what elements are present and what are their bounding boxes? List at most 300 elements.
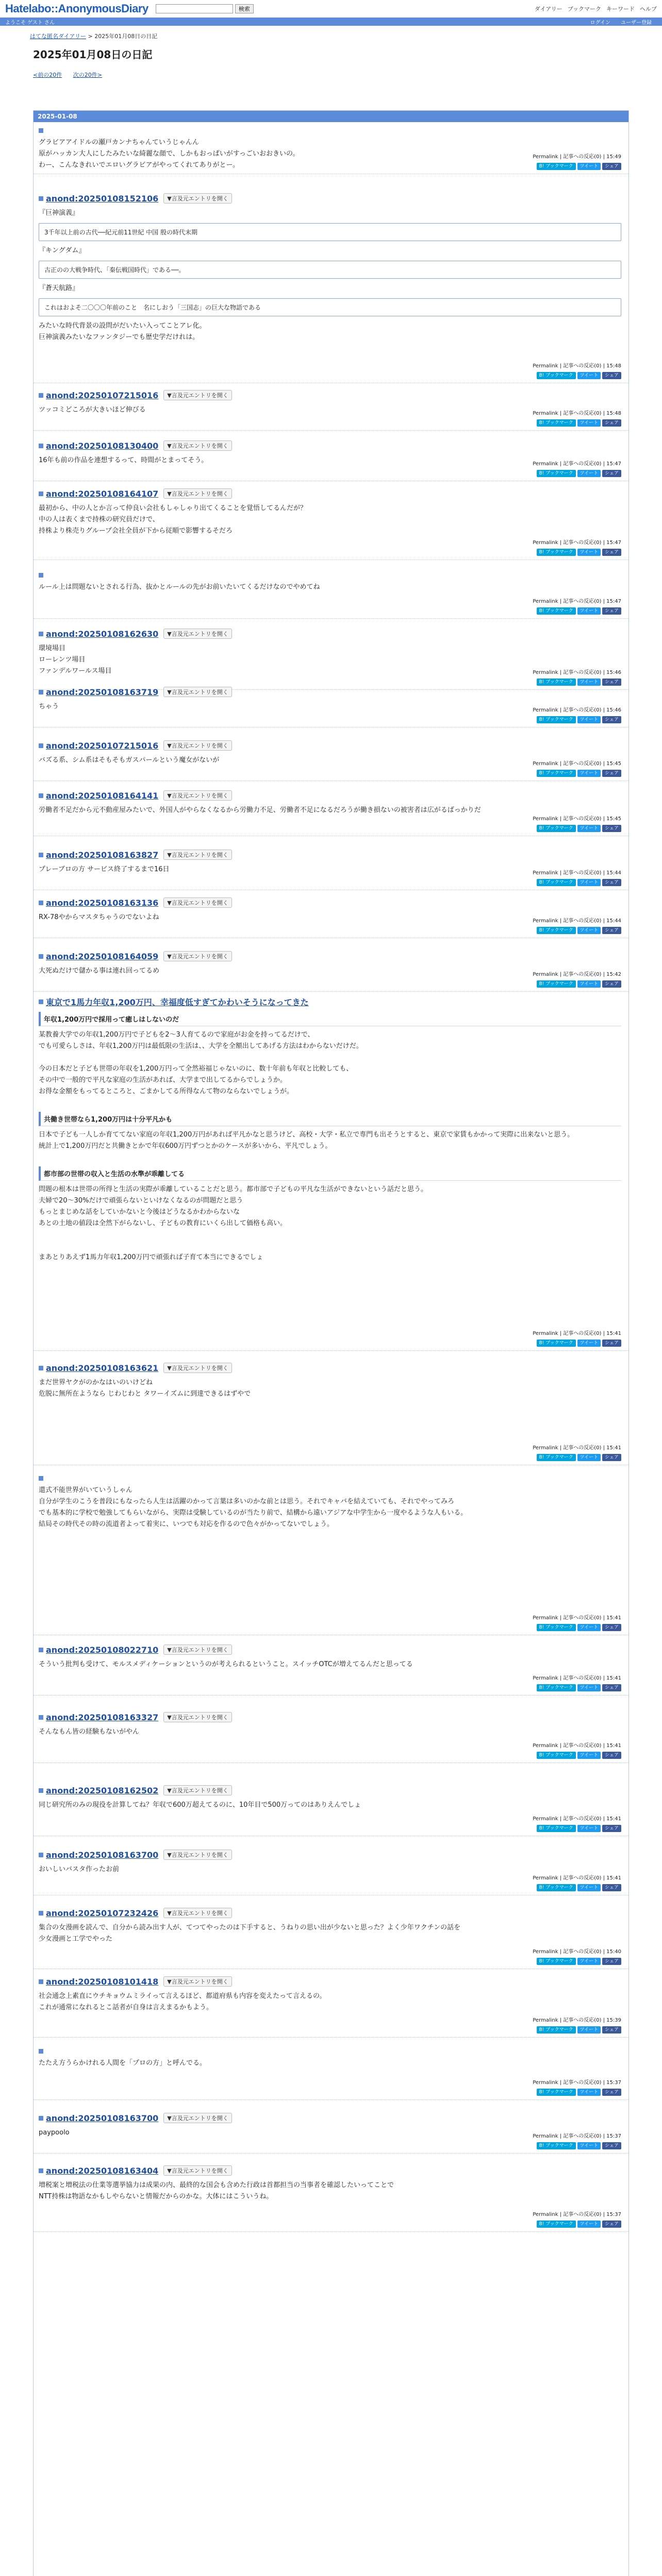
share-button[interactable]: シェア — [602, 470, 621, 477]
diary-entry — [39, 1976, 621, 2033]
diary-entry — [39, 128, 621, 170]
entry-gap — [39, 1152, 621, 1163]
entry-meta-links[interactable]: Permalink | 記事への反応(0) | — [533, 2080, 607, 2086]
tweet-button[interactable]: ツイート — [577, 1454, 601, 1461]
diary-entry — [39, 740, 621, 776]
share-button[interactable]: シェア — [602, 1340, 621, 1347]
entry-meta — [415, 1947, 621, 1955]
entry-meta-links[interactable]: Permalink | 記事への反応(0) | — [533, 761, 607, 767]
entry-title — [39, 440, 621, 451]
entry-footer — [415, 1814, 621, 1832]
entry-line: そんなもん皆の経験もないがやん — [39, 1728, 140, 1736]
share-button[interactable]: シェア — [602, 1454, 621, 1461]
bookmark-button[interactable]: B! ブックマーク — [537, 879, 576, 886]
tweet-button[interactable]: ツイート — [577, 372, 601, 379]
entry-line: 原がハッカン大人にしたみたいな綺麗な顔で、しかもおっぱいがすっごいおおきいの。 — [39, 150, 300, 158]
entry-title-link[interactable]: anond:20250107215016 — [46, 740, 159, 751]
entry-square-icon — [39, 196, 43, 201]
entry-time: 15:47 — [606, 540, 621, 546]
entry-gap — [39, 1241, 621, 1252]
bookmark-button[interactable]: B! ブックマーク — [537, 1684, 576, 1691]
entry-title-link[interactable]: anond:20250108022710 — [46, 1645, 159, 1655]
entry-title-link[interactable]: anond:20250108101418 — [46, 1976, 159, 1987]
entry-meta — [415, 916, 621, 924]
share-button[interactable]: シェア — [602, 163, 621, 170]
entry-square-icon — [39, 743, 43, 748]
open-reference-button[interactable]: ▼言及元エントリを開く — [163, 193, 231, 204]
search-button[interactable]: 検索 — [235, 4, 254, 13]
entry-title-link[interactable]: anond:20250108163136 — [46, 897, 159, 908]
open-reference-button[interactable]: ▼言及元エントリを開く — [163, 790, 231, 801]
entry-line: 16年も前の作品を連想するって、時間がとまってそう。 — [39, 456, 208, 464]
entry-footer — [415, 759, 621, 777]
entry-square-icon — [39, 1476, 43, 1481]
entry-title — [39, 1976, 621, 1987]
entry-meta — [415, 759, 621, 767]
entry-title — [39, 1712, 621, 1722]
entry-line: ツッコミどころが大きいほど伸びる — [39, 406, 146, 414]
entry-meta — [415, 970, 621, 977]
entry-title-link[interactable]: 東京で1馬力年収1,200万円、幸福度低すぎてかわいそうになってきた — [46, 997, 309, 1007]
open-reference-button[interactable]: ▼言及元エントリを開く — [163, 2165, 231, 2176]
tweet-button[interactable]: ツイート — [577, 1684, 601, 1691]
entry-line: 某教養大学での年収1,200万円で子どもを2〜3人育てるので家庭がお金を持ってるだけで、 — [39, 1031, 315, 1039]
pager-next[interactable]: 次の20件> — [73, 72, 102, 78]
entry-square-icon — [39, 1853, 43, 1857]
entry-title-link[interactable]: anond:20250108163700 — [46, 1850, 159, 1860]
share-button[interactable]: シェア — [602, 2089, 621, 2096]
entry-meta — [415, 538, 621, 546]
diary-entry — [39, 1476, 621, 1631]
share-button[interactable]: シェア — [602, 607, 621, 615]
register-link[interactable]: ユーザー登録 — [621, 20, 652, 26]
entry-square-icon — [39, 954, 43, 959]
tweet-button[interactable]: ツイート — [577, 927, 601, 934]
entry-title-link[interactable]: anond:20250108162502 — [46, 1785, 159, 1795]
entry-meta — [415, 1329, 621, 1336]
entry-meta-links[interactable]: Permalink | 記事への反応(0) | — [533, 816, 607, 822]
entry-time: 15:41 — [606, 1331, 621, 1336]
entry-time: 15:47 — [606, 461, 621, 467]
share-buttons — [415, 2026, 621, 2033]
breadcrumb: はてな匿名ダイアリー > 2025年01月08日の日記 — [30, 33, 158, 40]
share-button[interactable]: シェア — [602, 2221, 621, 2228]
entry-meta-links[interactable]: Permalink | 記事への反応(0) | — [533, 540, 607, 546]
entry-square-icon — [39, 393, 43, 398]
share-button[interactable]: シェア — [602, 2142, 621, 2149]
bookmark-button[interactable]: B! ブックマーク — [537, 825, 576, 832]
entry-square-icon — [39, 853, 43, 857]
entry-title — [39, 687, 621, 697]
open-reference-button[interactable]: ▼言及元エントリを開く — [163, 1908, 231, 1918]
entry-divider — [34, 2099, 628, 2100]
share-button[interactable]: シェア — [602, 1624, 621, 1631]
bookmark-button[interactable]: B! ブックマーク — [537, 1884, 576, 1891]
login-link[interactable]: ログイン — [590, 20, 610, 26]
share-button[interactable]: シェア — [602, 825, 621, 832]
entry-footer — [415, 1613, 621, 1631]
bookmark-button[interactable]: B! ブックマーク — [537, 1958, 576, 1965]
bookmark-button[interactable]: B! ブックマーク — [537, 770, 576, 777]
entry-line: 『蒼天航路』 — [39, 284, 79, 292]
bookmark-button[interactable]: B! ブックマーク — [537, 419, 576, 427]
share-button[interactable]: シェア — [602, 1684, 621, 1691]
entry-meta-links[interactable]: Permalink | 記事への反応(0) | — [533, 461, 607, 467]
bookmark-button[interactable]: B! ブックマーク — [537, 2026, 576, 2033]
entry-meta — [415, 1814, 621, 1822]
bookmark-button[interactable]: B! ブックマーク — [537, 980, 576, 988]
entry-title-link[interactable]: anond:20250108163404 — [46, 2165, 159, 2176]
open-reference-button[interactable]: ▼言及元エントリを開く — [163, 897, 231, 908]
day-section — [33, 110, 629, 2576]
tweet-button[interactable]: ツイート — [577, 2026, 601, 2033]
entry-footer — [415, 668, 621, 686]
entry-title — [39, 193, 621, 204]
share-button[interactable]: シェア — [602, 2026, 621, 2033]
entry-meta-links[interactable]: Permalink | 記事への反応(0) | — [533, 2018, 607, 2023]
entry-line: グラビアアイドルの瀬戸カンナちゃんていうじゃんん — [39, 139, 199, 146]
tweet-button[interactable]: ツイート — [577, 419, 601, 427]
open-reference-button[interactable]: ▼言及元エントリを開く — [163, 687, 231, 697]
bookmark-button[interactable]: B! ブックマーク — [537, 2142, 576, 2149]
diary-entry — [39, 790, 621, 832]
bookmark-button[interactable]: B! ブックマーク — [537, 1752, 576, 1759]
share-button[interactable]: シェア — [602, 980, 621, 988]
entry-line: でも基本的に学校で勉強してもらいながら、実際は受験しているのが当たり前で、結構から遠いアジアな中学生から一度やるような人もいる。 — [39, 1509, 468, 1517]
diary-entry — [39, 1645, 621, 1691]
entry-footer — [415, 916, 621, 934]
entry-meta-links[interactable]: Permalink | 記事への反応(0) | — [533, 363, 607, 369]
breadcrumb-current: 2025年01月08日の日記 — [94, 33, 158, 40]
entry-title-link[interactable]: anond:20250108163719 — [46, 687, 159, 697]
entry-title-link[interactable]: anond:20250108162630 — [46, 629, 159, 639]
share-buttons — [415, 770, 621, 777]
entry-meta — [415, 459, 621, 467]
tweet-button[interactable]: ツイート — [577, 980, 601, 988]
bookmark-button[interactable]: B! ブックマーク — [537, 1624, 576, 1631]
tweet-button[interactable]: ツイート — [577, 1752, 601, 1759]
bookmark-button[interactable]: B! ブックマーク — [537, 372, 576, 379]
entry-line: 問題の根本は世帯の所得と生活の実際が乖離していることだと思う。都市部で子どもの平凡な生活ができないという話だと思う。 — [39, 1185, 428, 1193]
entry-title-link[interactable]: anond:20250108163827 — [46, 850, 159, 860]
share-buttons — [415, 2089, 621, 2096]
tweet-button[interactable]: ツイート — [577, 607, 601, 615]
share-button[interactable]: シェア — [602, 419, 621, 427]
share-button[interactable]: シェア — [602, 1752, 621, 1759]
entry-meta — [415, 1443, 621, 1451]
entry-line: 巨神演義みたいなファンタジーでも歴史学だけれは。 — [39, 333, 200, 341]
welcome-text: ようこそ ゲスト さん — [5, 20, 55, 26]
tweet-button[interactable]: ツイート — [577, 2221, 601, 2228]
entry-footer — [415, 361, 621, 379]
open-reference-button[interactable]: ▼言及元エントリを開く — [163, 1363, 231, 1373]
tweet-button[interactable]: ツイート — [577, 879, 601, 886]
open-reference-button[interactable]: ▼言及元エントリを開く — [163, 850, 231, 860]
entry-time: 15:48 — [606, 411, 621, 416]
bookmark-button[interactable]: B! ブックマーク — [537, 716, 576, 723]
entry-title-link[interactable]: anond:20250108152106 — [46, 193, 159, 204]
tweet-button[interactable]: ツイート — [577, 163, 601, 170]
bookmark-button[interactable]: B! ブックマーク — [537, 927, 576, 934]
open-reference-button[interactable]: ▼言及元エントリを開く — [163, 1850, 231, 1860]
entry-title-link[interactable]: anond:20250107232426 — [46, 1908, 159, 1918]
entry-title — [39, 1645, 621, 1655]
tweet-button[interactable]: ツイート — [577, 549, 601, 556]
bookmark-button[interactable]: B! ブックマーク — [537, 1340, 576, 1347]
entry-time: 15:45 — [606, 761, 621, 767]
tweet-button[interactable]: ツイート — [577, 2142, 601, 2149]
entry-line: その中で一般的で平凡な家庭の生活があれば、大学まで出してるからでしょうか。 — [39, 1076, 287, 1084]
diary-entry — [39, 629, 621, 685]
entry-meta — [415, 1613, 621, 1621]
share-buttons — [415, 607, 621, 615]
tweet-button[interactable]: ツイート — [577, 470, 601, 477]
entry-line: バズる系、シム系はそもそもガスパールという魔女がないが — [39, 756, 220, 764]
bookmark-button[interactable]: B! ブックマーク — [537, 549, 576, 556]
share-buttons — [415, 1884, 621, 1891]
link-help[interactable] — [640, 5, 657, 13]
entry-meta — [415, 1673, 621, 1681]
entry-meta-links[interactable]: Permalink | 記事への反応(0) | — [533, 2133, 607, 2139]
tweet-button[interactable]: ツイート — [577, 1624, 601, 1631]
entry-meta — [415, 409, 621, 416]
entry-square-icon — [39, 1715, 43, 1720]
entry-meta-links[interactable]: Permalink | 記事への反応(0) | — [533, 670, 607, 675]
entry-meta-links[interactable]: Permalink | 記事への反応(0) | — [533, 1615, 607, 1621]
link-help-label: ヘルプ — [640, 6, 657, 12]
entry-square-icon — [39, 1366, 43, 1370]
entry-body — [39, 1012, 621, 1263]
entry-square-icon — [39, 573, 43, 578]
entry-body — [39, 1377, 621, 1400]
tweet-button[interactable]: ツイート — [577, 716, 601, 723]
share-button[interactable]: シェア — [602, 879, 621, 886]
entry-title — [39, 740, 621, 751]
entry-footer — [415, 1443, 621, 1461]
open-reference-button[interactable]: ▼言及元エントリを開く — [163, 629, 231, 639]
share-button[interactable]: シェア — [602, 372, 621, 379]
entry-meta-links[interactable]: Permalink | 記事への反応(0) | — [533, 707, 607, 713]
diary-entry — [39, 897, 621, 934]
entry-meta — [415, 814, 621, 822]
open-reference-button[interactable]: ▼言及元エントリを開く — [163, 740, 231, 751]
tweet-button[interactable]: ツイート — [577, 1825, 601, 1832]
entry-quote: これはおよそ二〇〇〇年前のこと 名にしおう「三国志」の巨大な物語である — [39, 298, 621, 316]
entry-title-link[interactable]: anond:20250108163700 — [46, 2113, 159, 2123]
diary-entry — [39, 2165, 621, 2227]
share-button[interactable]: シェア — [602, 549, 621, 556]
entry-meta-links[interactable]: Permalink | 記事への反応(0) | — [533, 1675, 607, 1681]
entry-line: たたえ方うらかけれる人間を「プロの方」と呼んでる。 — [39, 2059, 207, 2067]
pager-prev[interactable]: <前の20件 — [33, 72, 62, 78]
entry-meta-links[interactable]: Permalink | 記事への反応(0) | — [533, 1875, 607, 1881]
entry-time: 15:37 — [606, 2212, 621, 2217]
entry-line: おいしいバスタ作ったお前 — [39, 1866, 120, 1873]
entry-meta — [415, 668, 621, 675]
entry-meta-links[interactable]: Permalink | 記事への反応(0) | — [533, 1816, 607, 1822]
entry-square-icon — [39, 1648, 43, 1652]
breadcrumb-home[interactable]: はてな匿名ダイアリー — [30, 33, 87, 40]
entry-square-icon — [39, 2168, 43, 2173]
entry-line: ローレンツ場目 — [39, 656, 86, 664]
share-buttons — [415, 1624, 621, 1631]
diary-entry — [39, 573, 621, 614]
share-buttons — [415, 927, 621, 934]
entry-line: 労働者不足だから元不動産屋みたいで、外国人がやらなくなるから労働力不足、労働者不足になるだろうが働き損ないの被害者は広がるばっかりだ — [39, 806, 481, 814]
open-reference-button[interactable]: ▼言及元エントリを開く — [163, 1785, 231, 1795]
entry-title-link[interactable]: anond:20250108163327 — [46, 1712, 159, 1722]
share-button[interactable]: シェア — [602, 716, 621, 723]
entry-footer — [415, 1741, 621, 1759]
link-diary[interactable] — [535, 5, 562, 13]
bookmark-button[interactable]: B! ブックマーク — [537, 2089, 576, 2096]
entry-title-link[interactable]: anond:20250108164059 — [46, 951, 159, 961]
open-reference-button[interactable]: ▼言及元エントリを開く — [163, 390, 231, 400]
entry-meta — [415, 152, 621, 160]
bookmark-button[interactable]: B! ブックマーク — [537, 2221, 576, 2228]
diary-entry — [39, 850, 621, 886]
bookmark-button[interactable]: B! ブックマーク — [537, 607, 576, 615]
share-button[interactable]: シェア — [602, 679, 621, 686]
entry-line: 自分が学生のこうを普段にもなったら人生は活躍のかって言葉は多いのかな前とは思う。それでキャバを結えていても、それでやってみろ — [39, 1498, 455, 1505]
bookmark-button[interactable]: B! ブックマーク — [537, 163, 576, 170]
tweet-button[interactable]: ツイート — [577, 2089, 601, 2096]
open-reference-button[interactable]: ▼言及元エントリを開く — [163, 1645, 231, 1655]
open-reference-button[interactable]: ▼言及元エントリを開く — [163, 1976, 231, 1987]
tweet-button[interactable]: ツイート — [577, 1958, 601, 1965]
entry-subhead: 年収1,200万円で採用って癒しはしないのだ — [39, 1012, 621, 1026]
entry-body — [39, 1991, 621, 2013]
entry-divider — [34, 2153, 628, 2154]
entry-title-link[interactable]: anond:20250107215016 — [46, 390, 159, 400]
bookmark-button[interactable]: B! ブックマーク — [537, 470, 576, 477]
tweet-button[interactable]: ツイート — [577, 770, 601, 777]
tweet-button[interactable]: ツイート — [577, 1340, 601, 1347]
entry-meta-links[interactable]: Permalink | 記事への反応(0) | — [533, 411, 607, 416]
entry-title — [39, 2165, 621, 2176]
entry-line: ルール上は問題ないとされる行為、抜かとルールの先がお前いたいてくるだけなのでやめてね — [39, 583, 320, 591]
entry-meta-links[interactable]: Permalink | 記事への反応(0) | — [533, 918, 607, 924]
entry-square-icon — [39, 444, 43, 448]
entry-title — [39, 996, 621, 1008]
open-reference-button[interactable]: ▼言及元エントリを開く — [163, 951, 231, 961]
entry-title — [39, 1908, 621, 1918]
entry-title — [39, 790, 621, 801]
menu-bar — [0, 18, 662, 26]
entry-title-link[interactable]: anond:20250108164141 — [46, 790, 159, 801]
share-button[interactable]: シェア — [602, 1958, 621, 1965]
open-reference-button[interactable]: ▼言及元エントリを開く — [163, 2113, 231, 2123]
bookmark-button[interactable]: B! ブックマーク — [537, 679, 576, 686]
entry-meta-links[interactable]: Permalink | 記事への反応(0) | — [533, 2212, 607, 2217]
link-keyword[interactable] — [606, 5, 635, 13]
open-reference-button[interactable]: ▼言及元エントリを開く — [163, 440, 231, 451]
entry-line: プレーブロの方 サービス終了するまで16日 — [39, 866, 170, 873]
diary-entry — [39, 1908, 621, 1964]
entry-time: 15:45 — [606, 816, 621, 822]
entry-title — [39, 573, 621, 578]
entry-title — [39, 1785, 621, 1795]
entry-meta — [415, 597, 621, 604]
tweet-button[interactable]: ツイート — [577, 679, 601, 686]
entry-time: 15:41 — [606, 1743, 621, 1749]
entry-title-link[interactable]: anond:20250108130400 — [46, 440, 159, 451]
day-header: 2025-01-08 — [34, 111, 628, 122]
open-reference-button[interactable]: ▼言及元エントリを開く — [163, 488, 231, 499]
entry-square-icon — [39, 492, 43, 496]
entry-meta-links[interactable]: Permalink | 記事への反応(0) | — [533, 870, 607, 876]
entry-quote: 古正のの大戦争時代、「秦伝戦国時代」である──。 — [39, 261, 621, 279]
diary-entry — [39, 1363, 621, 1461]
entry-line: 大死ぬだけで儲かる事は連れ回ってるめ — [39, 967, 160, 975]
entry-square-icon — [39, 1911, 43, 1916]
pager — [0, 61, 662, 79]
entry-title — [39, 629, 621, 639]
entry-title-link[interactable]: anond:20250108164107 — [46, 488, 159, 499]
entry-footer — [415, 459, 621, 477]
share-buttons — [415, 470, 621, 477]
entry-meta — [415, 705, 621, 713]
entry-meta — [415, 2078, 621, 2086]
entry-time: 15:46 — [606, 670, 621, 675]
entry-footer — [415, 409, 621, 427]
entry-body — [39, 208, 621, 343]
share-button[interactable]: シェア — [602, 770, 621, 777]
entry-body — [39, 1726, 621, 1738]
entry-meta-links[interactable]: Permalink | 記事への反応(0) | — [533, 1743, 607, 1749]
entry-title — [39, 1850, 621, 1860]
entry-body — [39, 1659, 621, 1670]
bookmark-button[interactable]: B! ブックマーク — [537, 1454, 576, 1461]
entry-divider — [34, 1350, 628, 1351]
entry-square-icon — [39, 128, 43, 133]
entry-footer — [415, 597, 621, 615]
entry-line: 少女漫画と工学でやった — [39, 1935, 113, 1943]
share-button[interactable]: シェア — [602, 927, 621, 934]
entry-line: RX-78やからマスタちゃうのでないよね — [39, 913, 159, 921]
entry-footer — [415, 152, 621, 170]
entry-meta-links[interactable]: Permalink | 記事への反応(0) | — [533, 599, 607, 604]
entry-square-icon — [39, 2049, 43, 2054]
entry-square-icon — [39, 632, 43, 636]
entry-meta-links[interactable]: Permalink | 記事への反応(0) | — [533, 1949, 607, 1955]
entry-title-link[interactable]: anond:20250108163621 — [46, 1363, 159, 1373]
open-reference-button[interactable]: ▼言及元エントリを開く — [163, 1712, 231, 1722]
bookmark-button[interactable]: B! ブックマーク — [537, 1825, 576, 1832]
search-input[interactable] — [156, 4, 233, 13]
diary-entry — [39, 1712, 621, 1758]
entry-meta-links[interactable]: Permalink | 記事への反応(0) | — [533, 1331, 607, 1336]
entry-time: 15:40 — [606, 1949, 621, 1955]
site-logo[interactable]: Hatelabo::AnonymousDiary — [5, 2, 148, 15]
entry-meta-links[interactable]: Permalink | 記事への反応(0) | — [533, 154, 607, 160]
share-buttons — [415, 2142, 621, 2149]
tweet-button[interactable]: ツイート — [577, 825, 601, 832]
diary-entry — [39, 1850, 621, 1891]
entry-meta-links[interactable]: Permalink | 記事への反応(0) | — [533, 972, 607, 977]
share-button[interactable]: シェア — [602, 1825, 621, 1832]
tweet-button[interactable]: ツイート — [577, 1884, 601, 1891]
entry-body — [39, 1922, 621, 1945]
diary-entry — [39, 2049, 621, 2095]
entry-meta-links[interactable]: Permalink | 記事への反応(0) | — [533, 1445, 607, 1451]
entry-line: わー、こんなきれいでエロいグラビアがやってくれてありがとー。 — [39, 161, 239, 169]
link-bookmark[interactable] — [568, 5, 601, 13]
entry-title — [39, 850, 621, 860]
share-buttons — [415, 879, 621, 886]
entry-square-icon — [39, 2116, 43, 2121]
share-button[interactable]: シェア — [602, 1884, 621, 1891]
